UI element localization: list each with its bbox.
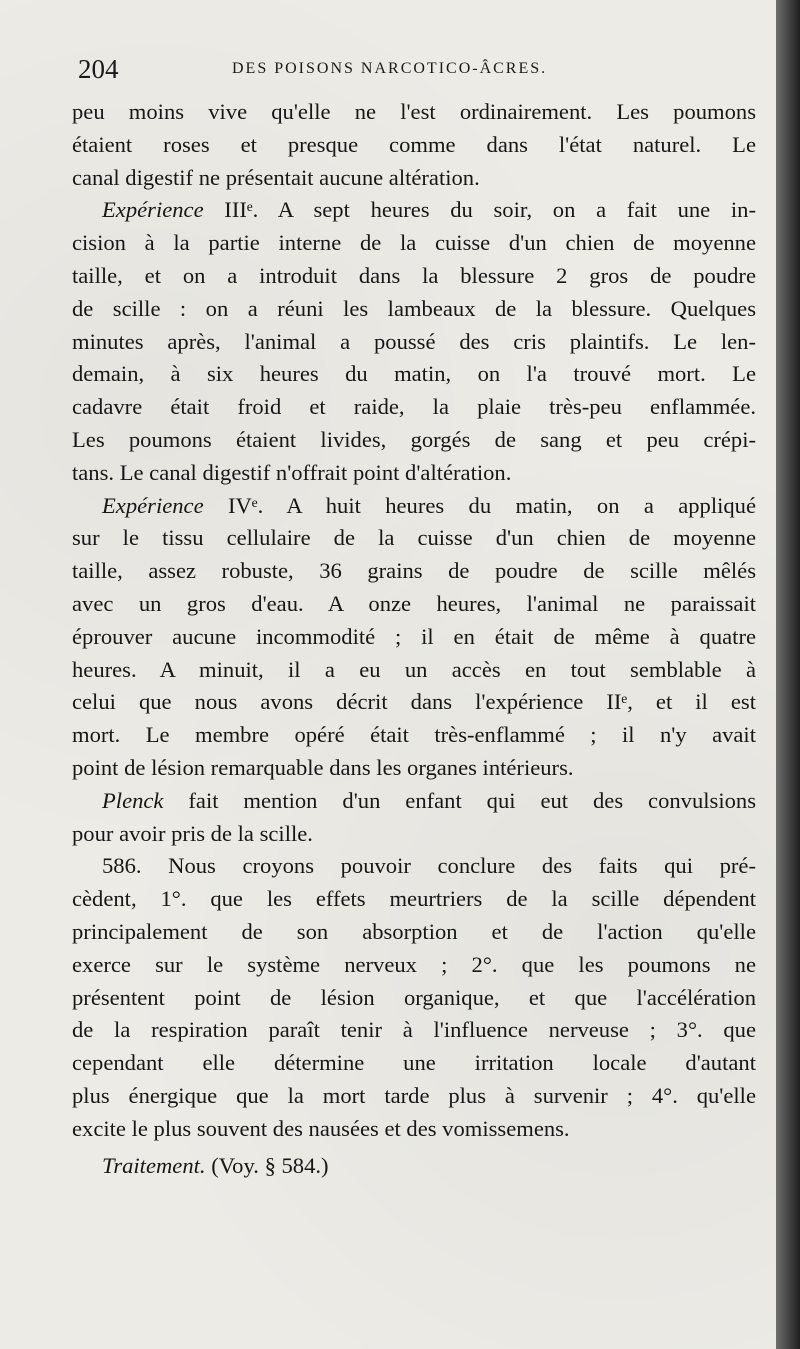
text-line: minutes après, l'animal a poussé des cris plaintifs. Le len-	[72, 328, 756, 354]
text-line: taille, assez robuste, 36 grains de poudre de scille mêlés	[72, 558, 756, 584]
text-line: étaient roses et presque comme dans l'état naturel. Le	[72, 131, 756, 157]
treatment-line	[72, 1150, 756, 1183]
text-line: tans. Le canal digestif n'offrait point d'altération.	[72, 459, 512, 485]
text-line: cision à la partie interne de la cuisse d'un chien de moyenne	[72, 230, 756, 256]
text-line: Expérience IIIᵉ. A sept heures du soir, on a fait une in-	[102, 197, 756, 223]
text-line: présentent point de lésion organique, et que l'accélération	[72, 984, 756, 1010]
text-line: de scille : on a réuni les lambeaux de la blessure. Quelques	[72, 295, 756, 321]
treatment-reference: (Voy. § 584.)	[211, 1152, 329, 1178]
text-line: principalement de son absorption et de l'action qu'elle	[72, 918, 756, 944]
body-text	[72, 96, 756, 1182]
text-line: Les poumons étaient livides, gorgés de sang et peu crépi-	[72, 426, 756, 452]
text-line: plus énergique que la mort tarde plus à survenir ; 4°. qu'elle	[72, 1082, 756, 1108]
page-number: 204	[78, 54, 119, 84]
text-line: celui que nous avons décrit dans l'expérience IIᵉ, et il est	[72, 689, 756, 715]
text-line: éprouver aucune incommodité ; il en était de même à quatre	[72, 623, 756, 649]
text-line: exerce sur le système nerveux ; 2°. que les poumons ne	[72, 951, 756, 977]
text-line: canal digestif ne présentait aucune altération.	[72, 164, 480, 190]
text-line: cadavre était froid et raide, la plaie très-peu enflammée.	[72, 394, 756, 420]
text-line: mort. Le membre opéré était très-enflammé ; il n'y avait	[72, 722, 756, 748]
text-line: Expérience IVᵉ. A huit heures du matin, on a appliqué	[102, 492, 756, 518]
treatment-label: Traitement.	[102, 1152, 206, 1178]
text-line: demain, à six heures du matin, on l'a trouvé mort. Le	[72, 361, 756, 387]
text-line: point de lésion remarquable dans les organes intérieurs.	[72, 754, 574, 780]
text-line: excite le plus souvent des nausées et des vomissemens.	[72, 1115, 570, 1141]
experiment-label: Expérience	[102, 492, 204, 518]
running-head: DES POISONS NARCOTICO-ÂCRES.	[232, 60, 548, 77]
text-line: cependant elle détermine une irritation locale d'autant	[72, 1050, 756, 1076]
text-line: heures. A minuit, il a eu un accès en tout semblable à	[72, 656, 756, 682]
text-line: avec un gros d'eau. A onze heures, l'animal ne paraissait	[72, 590, 756, 616]
text-line: pour avoir pris de la scille.	[72, 820, 313, 846]
author-name: Plenck	[102, 787, 164, 813]
experiment-label: Expérience	[102, 197, 204, 223]
text-line: Plenck fait mention d'un enfant qui eut des convulsions	[102, 787, 756, 813]
text-line: cèdent, 1°. que les effets meurtriers de la scille dépendent	[72, 886, 756, 912]
text-line: 586. Nous croyons pouvoir conclure des faits qui pré-	[102, 853, 756, 879]
text-line: peu moins vive qu'elle ne l'est ordinairement. Les poumons	[72, 99, 756, 124]
book-gutter	[776, 0, 800, 1349]
text-line: taille, et on a introduit dans la blessure 2 gros de poudre	[72, 262, 756, 288]
page-header	[72, 54, 752, 90]
text-line: de la respiration paraît tenir à l'influence nerveuse ; 3°. que	[72, 1017, 756, 1043]
text-line: sur le tissu cellulaire de la cuisse d'un chien de moyenne	[72, 525, 756, 551]
